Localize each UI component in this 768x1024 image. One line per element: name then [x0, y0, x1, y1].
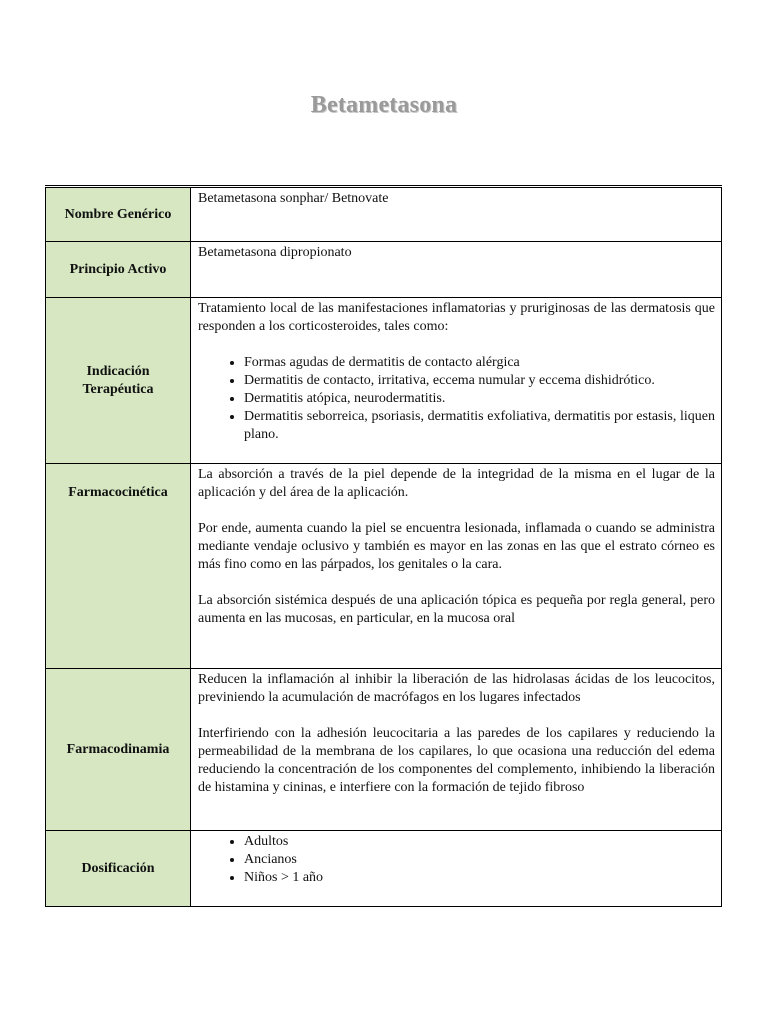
dosage-list [198, 833, 715, 887]
paragraph: Betametasona dipropionato [198, 245, 352, 260]
table-row-farmacodinamia [46, 669, 722, 831]
list-item: • Dermatitis atópica, neurodermatitis. [244, 390, 715, 408]
table-row-farmacocinetica [46, 464, 722, 669]
indication-list [198, 354, 715, 444]
list-item: • Adultos [244, 833, 715, 851]
row-label-dosificacion: Dosificación [46, 831, 191, 907]
document-title: Betametasona [310, 92, 458, 118]
paragraph: Interfiriendo con la adhesión leucocitaria a las paredes de los capilares y reduciendo la permeabilidad de la membrana de los capilares, lo que ocasiona una reducción del edema reduciendo la concentración de los componentes del complemento, inhibiendo la liberación de histamina y cininas, e interfiere con la formación de tejido fibroso [198, 726, 715, 795]
list-item: • Dermatitis de contacto, irritativa, eccema numular y eccema dishidrótico. [244, 372, 715, 390]
list-item: • Ancianos [244, 851, 715, 869]
row-label-nombre-generico: Nombre Genérico [46, 187, 191, 242]
row-content-indicacion-terapeutica [191, 298, 722, 464]
list-item: • Dermatitis seborreica, psoriasis, dermatitis exfoliativa, dermatitis por estasis, liquen plano. [244, 408, 715, 444]
row-content-principio-activo [191, 242, 722, 298]
row-label-farmacocinetica: Farmacocinética [46, 464, 191, 669]
row-label-indicacion-terapeutica: Indicación Terapéutica [46, 298, 191, 464]
list-item: • Formas agudas de dermatitis de contacto alérgica [244, 354, 715, 372]
row-label-principio-activo: Principio Activo [46, 242, 191, 298]
paragraph: La absorción a través de la piel depende de la integridad de la misma en el lugar de la aplicación y del área de la aplicación. [198, 467, 715, 500]
table-row-principio-activo [46, 242, 722, 298]
table-row-indicacion-terapeutica [46, 298, 722, 464]
paragraph: Betametasona sonphar/ Betnovate [198, 191, 389, 206]
row-label-farmacodinamia: Farmacodinamia [46, 669, 191, 831]
row-content-dosificacion [191, 831, 722, 907]
table-row-dosificacion [46, 831, 722, 907]
drug-info-table [45, 185, 722, 907]
row-content-farmacodinamia [191, 669, 722, 831]
paragraph: Tratamiento local de las manifestaciones inflamatorias y pruriginosas de las dermatosis que responden a los corticosteroides, tales como: [198, 301, 715, 334]
paragraph: Reducen la inflamación al inhibir la liberación de las hidrolasas ácidas de los leucocitos, previniendo la acumulación de macrófagos en los lugares infectados [198, 672, 715, 705]
table-row-nombre-generico [46, 187, 722, 242]
paragraph: La absorción sistémica después de una aplicación tópica es pequeña por regla general, pero aumenta en las mucosas, en particular, en la mucosa oral [198, 593, 715, 626]
list-item: • Niños > 1 año [244, 869, 715, 887]
row-content-nombre-generico [191, 187, 722, 242]
paragraph: Por ende, aumenta cuando la piel se encuentra lesionada, inflamada o cuando se administra mediante vendaje oclusivo y también es mayor en las zonas en las que el estrato córneo es más fino como en las párpados, los genitales o la cara. [198, 521, 715, 572]
row-content-farmacocinetica [191, 464, 722, 669]
